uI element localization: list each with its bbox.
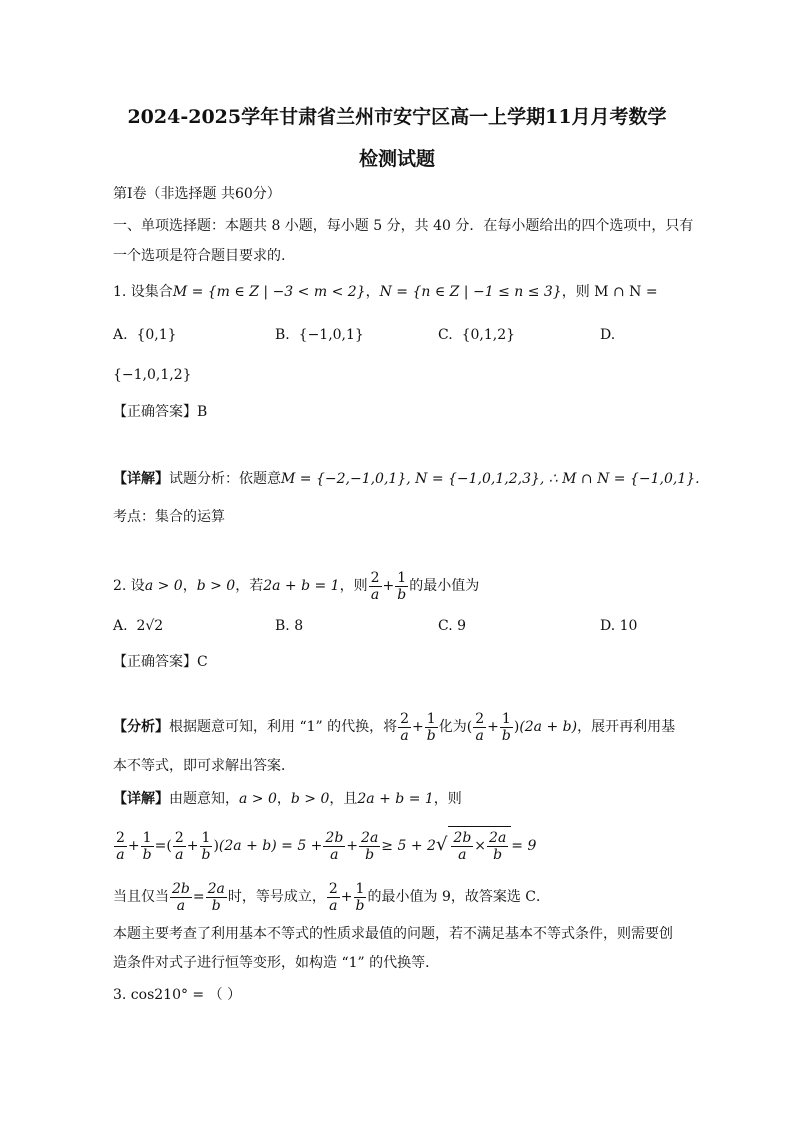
- q1-detail: [113, 469, 700, 489]
- frac-1-over-b: $\frac{1}{b}$: [397, 569, 407, 603]
- q2-condition: 当且仅当 $\frac{2b}{a}$ = $\frac{2a}{b}$ 时，等号成立， $\frac{2}{a}$ + $\frac{1}{b}$ 的最小值为 9，故答案选 C．: [113, 880, 551, 914]
- q1-suffix: ，则 M ∩ N =: [561, 284, 658, 300]
- q2-summary-line1: 本题主要考查了利用基本不等式的性质求最值的问题，若不满足基本不等式条件，则需要创: [113, 926, 673, 942]
- document-title-line2: 检测试题: [358, 148, 435, 170]
- q1-kaodian: 考点：集合的运算: [113, 509, 225, 525]
- q1-comma: ，: [365, 284, 380, 300]
- q1-answer: 【正确答案】B: [113, 404, 208, 420]
- q1-set-m: M = {m ∈ Z | −3 < m < 2}: [172, 284, 366, 300]
- q2-analysis-line2: 本不等式，即可求解出答案．: [113, 758, 295, 774]
- question-1-stem: [113, 282, 658, 302]
- section-instructions-line1: 一、单项选择题：本题共 8 小题，每小题 5 分，共 40 分．在每小题给出的四个选项中，只有: [113, 218, 694, 234]
- frac-2-over-a: $\frac{2}{a}$: [370, 569, 380, 603]
- q2-option-b: B. 8: [275, 618, 304, 634]
- q1-set-n: N = {n ∈ Z | −1 ≤ n ≤ 3}: [379, 284, 562, 300]
- q1-option-d: D.: [600, 327, 616, 343]
- q2-analysis-line1: 【分析】根据题意可知，利用 “1” 的代换，将 $\frac{2}{a}$ + $\frac{1}{b}$ 化为( $\frac{2}{a}$ + $\frac{1}{b}$ )(2a + b)，展开再利用基: [113, 710, 676, 744]
- volume-header: 第I卷（非选择题 共60分）: [113, 186, 281, 202]
- q2-equation: $\frac{2}{a}$ + $\frac{1}{b}$ =( $\frac{2}{a}$ + $\frac{1}{b}$ )(2a + b) = 5 + $\frac{2b}{a}$ + $\frac{2a}{b}$ ≥ 5 + 2√ $\frac{2b}{a}$ × $\frac{2a}{b}$ = 9: [113, 826, 536, 865]
- q2-summary-line2: 造条件对式子进行恒等变形，如构造 “1” 的代换等．: [113, 955, 440, 971]
- q2-answer: 【正确答案】C: [113, 654, 208, 670]
- q1-option-c: C. {0,1,2}: [438, 327, 516, 343]
- q1-prefix: 1. 设集合: [113, 284, 173, 300]
- q1-option-a: A. {0,1}: [113, 327, 177, 343]
- q2-option-a: A. 2√2: [113, 618, 164, 634]
- q2-option-d: D. 10: [600, 618, 638, 634]
- q2-detail-line1: 【详解】由题意知，a > 0，b > 0，且2a + b = 1，则: [113, 791, 462, 807]
- question-2-stem: 2. 设a > 0，b > 0，若2a + b = 1，则 $\frac{2}{a}$ + $\frac{1}{b}$ 的最小值为: [113, 569, 480, 603]
- q1-option-d-value: {−1,0,1,2}: [113, 367, 192, 383]
- q1-detail-math: M = {−2,−1,0,1}, N = {−1,0,1,2,3}, ∴ M ∩ N = {−1,0,1}.: [281, 471, 700, 487]
- question-3-stem: 3. cos210° = （ ）: [113, 987, 242, 1003]
- q2-option-c: C. 9: [438, 618, 467, 634]
- q1-detail-tag: 【详解】: [113, 471, 169, 487]
- section-instructions-line2: 一个选项是符合题目要求的.: [113, 248, 286, 264]
- q1-option-b: B. {−1,0,1}: [275, 327, 364, 343]
- document-title-line1: 2024-2025学年甘肃省兰州市安宁区高一上学期11月月考数学: [127, 106, 667, 128]
- q1-detail-text: 试题分析：依题意: [169, 471, 281, 487]
